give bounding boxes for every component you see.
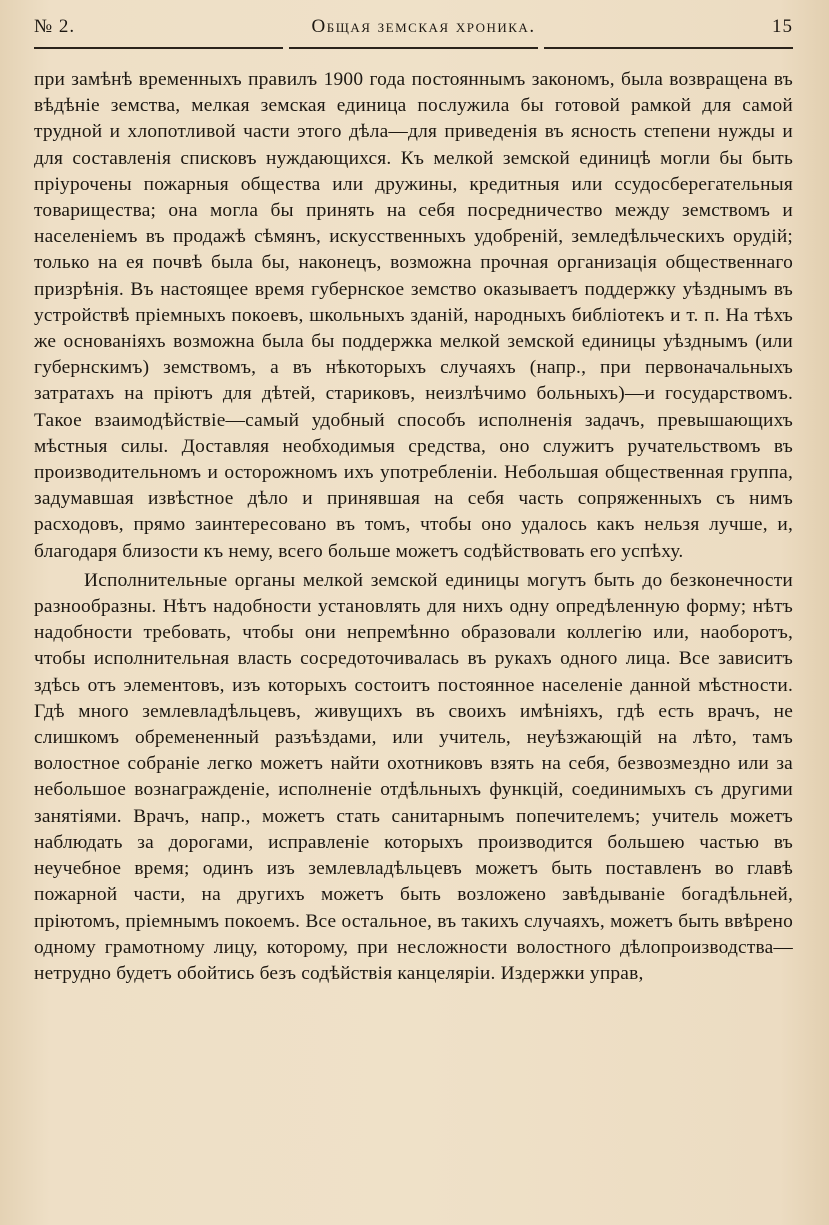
issue-number: № 2. [34,16,76,37]
running-header [34,16,793,44]
page-number: 15 [771,16,793,37]
header-rule-left [34,47,283,49]
paragraph-1: при замѣнѣ временныхъ правилъ 1900 года постояннымъ закономъ, была возвращена въ вѣдѣніе земства, мелкая земская единица послужила бы готовой рамкой для самой трудной и хлопотливой части этого дѣла—для приведенія въ ясность степени нужды и для составленія списковъ нуждающихся. Къ мелкой земской единицѣ могли бы быть пріурочены пожарныя общества или дружины, кредитныя или ссудосберегательныя товарищества; она могла бы принять на себя посредничество между земствомъ и населеніемъ въ продажѣ сѣмянъ, искусственныхъ удобреній, земледѣльческихъ орудій; только на ея почвѣ была бы, наконецъ, возможна прочная организація общественнаго призрѣнія. Въ настоящее время губернское земство оказываетъ поддержку уѣзднымъ въ устройствѣ пріемныхъ покоевъ, школьныхъ зданій, народныхъ библіотекъ и т. п. На тѣхъ же основаніяхъ возможна была бы поддержка мелкой земской единицы уѣзднымъ (или губернскимъ) земствомъ, а въ нѣкоторыхъ случаяхъ (напр., при первоначальныхъ затратахъ на пріютъ для дѣтей, стариковъ, неизлѣчимо больныхъ)—и государствомъ. Такое взаимодѣйствіе—самый удобный способъ исполненія задачъ, превышающихъ мѣстныя силы. Доставляя необходимыя средства, оно служитъ ручательствомъ въ производительномъ и осторожномъ ихъ употребленіи. Небольшая общественная группа, задумавшая извѣстное дѣло и принявшая на себя часть сопряженныхъ съ нимъ расходовъ, прямо заинтересовано въ томъ, чтобы оно удалось какъ нельзя лучше, и, благодаря близости къ нему, всего больше можетъ содѣйствовать его успѣху. [34,69,793,562]
header-rule [34,47,793,49]
running-title: Общая земская хроника. [311,16,536,37]
article-body [34,67,793,987]
header-rule-middle [289,47,538,49]
paragraph-2: Исполнительные органы мелкой земской единицы могутъ быть до безконечности разнообразны. Нѣтъ надобности установлять для нихъ одну опредѣленную форму; нѣтъ надобности требовать, чтобы они непремѣнно образовали коллегію или, наоборотъ, чтобы исполнительная власть сосредоточивалась въ рукахъ одного лица. Все зависитъ здѣсь отъ элементовъ, изъ которыхъ состоитъ постоянное населеніе данной мѣстности. Гдѣ много землевладѣльцевъ, живущихъ въ своихъ имѣніяхъ, гдѣ есть врачъ, не слишкомъ обремененный разъѣздами, или учитель, неуѣзжающій на лѣто, тамъ волостное собраніе легко можетъ найти охотниковъ взять на себя, безвозмездно или за небольшое вознагражденіе, исполненіе отдѣльныхъ функцій, соединимыхъ съ другими занятіями. Врачъ, напр., можетъ стать санитарнымъ попечителемъ; учитель можетъ наблюдать за дорогами, исправленіе которыхъ производится большею частью въ неучебное время; одинъ изъ землевладѣльцевъ можетъ быть поставленъ во главѣ пожарной части, на другихъ можетъ быть возложено завѣдываніе богадѣльней, пріютомъ, пріемнымъ покоемъ. Все остальное, въ такихъ случаяхъ, можетъ быть ввѣрено одному грамотному лицу, которому, при несложности волостного дѣлопроизводства—нетрудно будетъ обойтись безъ содѣйствія канцеляріи. Издержки управ, [34,569,793,984]
header-rule-right [544,47,793,49]
